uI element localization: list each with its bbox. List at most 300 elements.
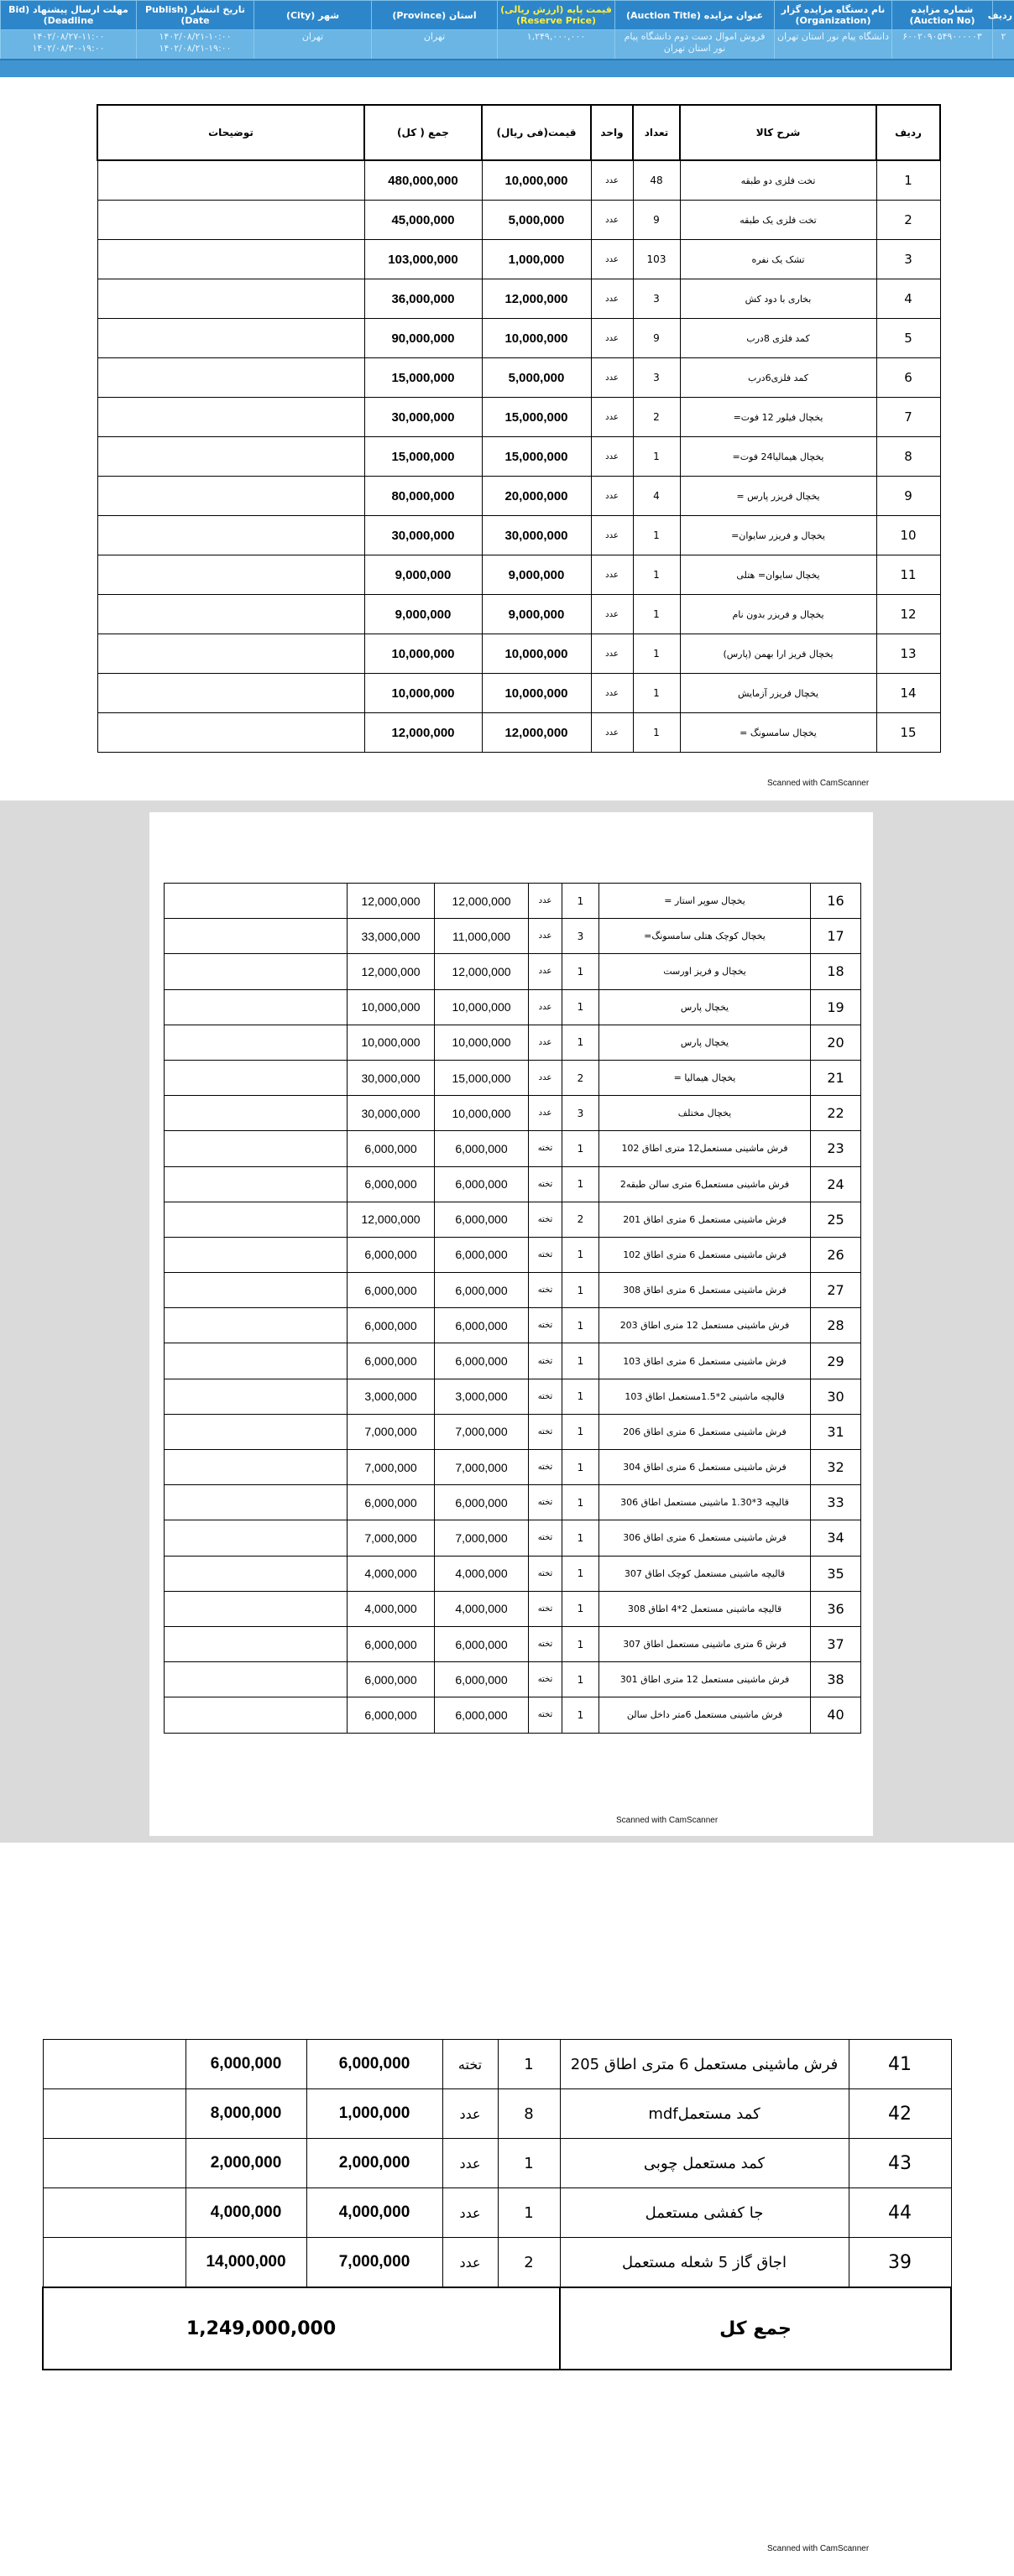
col-publish-date: تاریخ انتشار (Publish Date) — [137, 1, 254, 30]
row-quantity: 3 — [562, 919, 599, 954]
row-quantity: 3 — [562, 1096, 599, 1131]
row-unit-price: 4,000,000 — [435, 1556, 529, 1591]
row-index: 36 — [811, 1591, 861, 1626]
row-unit: عدد — [529, 954, 562, 989]
row-unit-price: 6,000,000 — [435, 1697, 529, 1733]
row-unit: عدد — [442, 2139, 498, 2188]
table-row — [165, 1343, 861, 1379]
row-notes — [165, 1166, 348, 1202]
row-unit: تخته — [529, 1131, 562, 1166]
row-unit: تخته — [529, 1379, 562, 1414]
row-index: 3 — [876, 240, 940, 279]
table-row — [165, 1697, 861, 1733]
scanned-page-3 — [0, 1843, 1014, 2576]
row-notes — [165, 1343, 348, 1379]
row-notes — [165, 1379, 348, 1414]
row-unit-price: 6,000,000 — [435, 1308, 529, 1343]
row-description: فرش ماشینی مستعمل 6 متری اطاق 308 — [599, 1273, 811, 1308]
row-description: فرش ماشینی مستعمل12 متری اطاق 102 — [599, 1131, 811, 1166]
row-total: 6,000,000 — [348, 1131, 435, 1166]
row-total: 6,000,000 — [348, 1237, 435, 1272]
row-quantity: 1 — [498, 2188, 560, 2238]
table-row — [165, 1237, 861, 1272]
row-description: قالیچه ماشینی 2*1.5مستعمل اطاق 103 — [599, 1379, 811, 1414]
row-quantity: 9 — [633, 201, 680, 240]
row-notes — [97, 398, 364, 437]
row-total: 12,000,000 — [348, 1202, 435, 1237]
row-index: 31 — [811, 1414, 861, 1449]
row-quantity: 1 — [562, 1308, 599, 1343]
table-row — [165, 884, 861, 919]
row-quantity: 1 — [633, 595, 680, 634]
auction-organization: دانشگاه پیام نور استان تهران — [775, 30, 892, 61]
row-unit-price: 5,000,000 — [482, 358, 591, 398]
table-row — [165, 1308, 861, 1343]
scan-watermark: Scanned with CamScanner — [767, 2544, 870, 2553]
row-unit-price: 5,000,000 — [482, 201, 591, 240]
row-quantity: 1 — [562, 1025, 599, 1060]
row-total: 10,000,000 — [348, 1025, 435, 1060]
row-description: فرش ماشینی مستعمل 6 متری اطاق 201 — [599, 1202, 811, 1237]
row-unit-price: 4,000,000 — [306, 2188, 442, 2238]
row-total: 6,000,000 — [348, 1626, 435, 1661]
row-description: جا کفشی مستعمل — [560, 2188, 849, 2238]
row-unit: عدد — [529, 919, 562, 954]
row-unit-price: 7,000,000 — [435, 1414, 529, 1449]
row-unit-price: 30,000,000 — [482, 516, 591, 555]
row-description: کمد مستعمل چوبی — [560, 2139, 849, 2188]
col-organization: نام دستگاه مزایده گزار (Organization) — [775, 1, 892, 30]
row-notes — [165, 1237, 348, 1272]
row-quantity: 1 — [633, 634, 680, 674]
row-index: 30 — [811, 1379, 861, 1414]
auction-title[interactable]: فروش اموال دست دوم دانشگاه پیام نور استان تهران — [615, 30, 775, 61]
row-unit: عدد — [591, 240, 633, 279]
row-notes — [97, 358, 364, 398]
table-row — [97, 595, 940, 634]
row-description: فرش ماشینی مستعمل 6متر داخل سالن — [599, 1697, 811, 1733]
row-notes — [165, 1202, 348, 1237]
row-total: 4,000,000 — [348, 1556, 435, 1591]
row-unit-price: 15,000,000 — [482, 398, 591, 437]
row-total: 14,000,000 — [186, 2238, 306, 2288]
row-index: 27 — [811, 1273, 861, 1308]
row-notes — [165, 1697, 348, 1733]
row-unit: عدد — [591, 516, 633, 555]
table-row — [165, 1166, 861, 1202]
row-unit-price: 9,000,000 — [482, 595, 591, 634]
row-unit: عدد — [442, 2188, 498, 2238]
table-row — [165, 1485, 861, 1520]
row-description: یخچال فیلور 12 فوت= — [680, 398, 876, 437]
table-row — [97, 319, 940, 358]
row-notes — [165, 1025, 348, 1060]
row-unit-price: 15,000,000 — [482, 437, 591, 477]
row-index: 16 — [811, 884, 861, 919]
auction-province: تهران — [372, 30, 498, 61]
row-unit-price: 4,000,000 — [435, 1591, 529, 1626]
row-index: 2 — [876, 201, 940, 240]
row-description: یخچال سامسونگ = — [680, 713, 876, 753]
row-total: 15,000,000 — [364, 358, 482, 398]
row-notes — [97, 555, 364, 595]
row-index: 24 — [811, 1166, 861, 1202]
row-unit: عدد — [591, 201, 633, 240]
row-unit: عدد — [591, 634, 633, 674]
items-table-page-2 — [164, 883, 861, 1734]
col-province: استان (Province) — [372, 1, 498, 30]
row-quantity: 1 — [562, 1591, 599, 1626]
row-index: 6 — [876, 358, 940, 398]
row-quantity: 9 — [633, 319, 680, 358]
row-unit: تخته — [529, 1556, 562, 1591]
row-quantity: 1 — [562, 1237, 599, 1272]
row-notes — [165, 919, 348, 954]
row-description: یخچال فریزر آزمایش — [680, 674, 876, 713]
table-row — [165, 1450, 861, 1485]
grand-total-label: جمع کل — [560, 2287, 951, 2370]
row-total: 3,000,000 — [348, 1379, 435, 1414]
scan-watermark: Scanned with CamScanner — [767, 779, 870, 788]
row-unit-price: 6,000,000 — [435, 1166, 529, 1202]
row-quantity: 8 — [498, 2089, 560, 2139]
row-notes — [97, 319, 364, 358]
row-total: 33,000,000 — [348, 919, 435, 954]
row-quantity: 1 — [633, 555, 680, 595]
row-quantity: 1 — [633, 437, 680, 477]
row-notes — [97, 279, 364, 319]
row-unit: عدد — [529, 989, 562, 1025]
row-notes — [165, 1060, 348, 1095]
row-index: 26 — [811, 1237, 861, 1272]
row-total: 15,000,000 — [364, 437, 482, 477]
row-description: تخت فلزی دو طبقه — [680, 160, 876, 201]
row-notes — [97, 674, 364, 713]
row-index: 21 — [811, 1060, 861, 1095]
row-description: قالیچه ماشینی مستعمل 2*4 اطاق 308 — [599, 1591, 811, 1626]
row-quantity: 2 — [562, 1202, 599, 1237]
header-description: شرح کالا — [680, 105, 876, 160]
row-quantity: 1 — [498, 2040, 560, 2089]
row-quantity: 48 — [633, 160, 680, 201]
table-row — [97, 516, 940, 555]
header-quantity: تعداد — [633, 105, 680, 160]
row-unit: عدد — [591, 398, 633, 437]
header-band — [0, 59, 1014, 77]
row-index: 32 — [811, 1450, 861, 1485]
row-unit: عدد — [591, 595, 633, 634]
row-unit-price: 11,000,000 — [435, 919, 529, 954]
row-total: 4,000,000 — [186, 2188, 306, 2238]
row-index: 13 — [876, 634, 940, 674]
row-total: 2,000,000 — [186, 2139, 306, 2188]
row-unit: عدد — [529, 1025, 562, 1060]
row-description: قالیچه ماشینی مستعمل کوچک اطاق 307 — [599, 1556, 811, 1591]
row-total: 6,000,000 — [348, 1662, 435, 1697]
header-notes: توضیحات — [97, 105, 364, 160]
row-unit: تخته — [529, 1343, 562, 1379]
row-total: 12,000,000 — [348, 884, 435, 919]
row-quantity: 1 — [562, 1343, 599, 1379]
auction-row[interactable] — [1, 30, 1014, 61]
row-index: 33 — [811, 1485, 861, 1520]
row-quantity: 1 — [562, 1556, 599, 1591]
row-index: 39 — [849, 2238, 951, 2288]
items-table-page-1 — [97, 104, 941, 753]
row-description: فرش ماشینی مستعمل6 متری سالن طبقه2 — [599, 1166, 811, 1202]
row-index: 42 — [849, 2089, 951, 2139]
table-row — [165, 1626, 861, 1661]
row-unit-price: 2,000,000 — [306, 2139, 442, 2188]
row-description: فرش ماشینی مستعمل 6 متری اطاق 304 — [599, 1450, 811, 1485]
row-index: 7 — [876, 398, 940, 437]
row-unit: تخته — [529, 1520, 562, 1556]
row-unit-price: 12,000,000 — [482, 713, 591, 753]
row-description: فرش ماشینی مستعمل 12 متری اطاق 301 — [599, 1662, 811, 1697]
row-notes — [97, 595, 364, 634]
row-notes — [97, 437, 364, 477]
row-total: 30,000,000 — [364, 516, 482, 555]
row-unit: تخته — [529, 1591, 562, 1626]
row-total: 12,000,000 — [348, 954, 435, 989]
row-notes — [97, 240, 364, 279]
row-notes — [97, 201, 364, 240]
row-total: 6,000,000 — [348, 1273, 435, 1308]
row-index: 41 — [849, 2040, 951, 2089]
row-notes — [43, 2040, 186, 2089]
row-index: 5 — [876, 319, 940, 358]
auction-header-table — [0, 0, 1014, 61]
row-unit: تخته — [529, 1273, 562, 1308]
row-unit-price: 3,000,000 — [435, 1379, 529, 1414]
row-unit: تخته — [529, 1202, 562, 1237]
row-unit-price: 12,000,000 — [435, 954, 529, 989]
row-notes — [165, 1520, 348, 1556]
row-description: تخت فلزی یک طبقه — [680, 201, 876, 240]
row-description: فرش ماشینی مستعمل 6 متری اطاق 205 — [560, 2040, 849, 2089]
row-quantity: 3 — [633, 279, 680, 319]
row-unit-price: 15,000,000 — [435, 1060, 529, 1095]
col-auction-no: شماره مزایده (Auction No) — [892, 1, 993, 30]
row-unit: عدد — [591, 279, 633, 319]
grand-total-row — [43, 2287, 951, 2370]
row-notes — [165, 1131, 348, 1166]
col-title: عنوان مزایده (Auction Title) — [615, 1, 775, 30]
row-index: 44 — [849, 2188, 951, 2238]
row-total: 10,000,000 — [364, 634, 482, 674]
row-unit-price: 6,000,000 — [435, 1343, 529, 1379]
row-index: 17 — [811, 919, 861, 954]
table-row — [165, 1131, 861, 1166]
row-index: 15 — [876, 713, 940, 753]
row-unit: تخته — [529, 1485, 562, 1520]
row-description: فرش ماشینی مستعمل 6 متری اطاق 306 — [599, 1520, 811, 1556]
grand-total-value: 1,249,000,000 — [43, 2287, 560, 2370]
header-total: جمع ( کل) — [364, 105, 482, 160]
row-description: فرش ماشینی مستعمل 6 متری اطاق 103 — [599, 1343, 811, 1379]
table-row — [43, 2089, 951, 2139]
table-row — [165, 1379, 861, 1414]
row-total: 30,000,000 — [348, 1096, 435, 1131]
row-unit: عدد — [591, 358, 633, 398]
row-index: 18 — [811, 954, 861, 989]
row-unit-price: 1,000,000 — [306, 2089, 442, 2139]
table-row — [97, 555, 940, 595]
row-unit-price: 7,000,000 — [435, 1450, 529, 1485]
row-total: 7,000,000 — [348, 1450, 435, 1485]
row-quantity: 1 — [562, 1273, 599, 1308]
row-total: 480,000,000 — [364, 160, 482, 201]
row-description: یخچال کوچک هتلی سامسونگ= — [599, 919, 811, 954]
row-quantity: 1 — [562, 1131, 599, 1166]
row-quantity: 1 — [633, 674, 680, 713]
row-notes — [97, 160, 364, 201]
row-description: فرش ماشینی مستعمل 6 متری اطاق 206 — [599, 1414, 811, 1449]
row-index: 37 — [811, 1626, 861, 1661]
row-unit: عدد — [591, 319, 633, 358]
auction-city: تهران — [254, 30, 372, 61]
row-description: کمد فلزی6درب — [680, 358, 876, 398]
row-quantity: 1 — [562, 884, 599, 919]
row-notes — [97, 516, 364, 555]
row-quantity: 1 — [633, 713, 680, 753]
header-unit-price: قیمت(فی ریال) — [482, 105, 591, 160]
table-row — [43, 2040, 951, 2089]
row-total: 30,000,000 — [364, 398, 482, 437]
table-row — [97, 358, 940, 398]
row-description: فرش ماشینی مستعمل 12 متری اطاق 203 — [599, 1308, 811, 1343]
table-row — [97, 713, 940, 753]
row-unit-price: 7,000,000 — [435, 1520, 529, 1556]
table-row — [97, 437, 940, 477]
row-total: 6,000,000 — [348, 1166, 435, 1202]
row-description: کمد مستعملmdf — [560, 2089, 849, 2139]
table-row — [165, 1025, 861, 1060]
auction-publish-date: ۱۴۰۲/۰۸/۲۱-۱۰:۰۰ ۱۴۰۲/۰۸/۲۱-۱۹:۰۰ — [137, 30, 254, 61]
row-description: بخاری با دود کش — [680, 279, 876, 319]
row-total: 45,000,000 — [364, 201, 482, 240]
row-unit: عدد — [591, 674, 633, 713]
row-notes — [165, 1556, 348, 1591]
row-notes — [165, 1450, 348, 1485]
table-row — [97, 160, 940, 201]
row-unit: تخته — [529, 1308, 562, 1343]
table-row — [43, 2139, 951, 2188]
col-index: ردیف — [993, 1, 1014, 30]
row-total: 8,000,000 — [186, 2089, 306, 2139]
row-quantity: 2 — [498, 2238, 560, 2288]
scan-watermark: Scanned with CamScanner — [616, 1816, 719, 1825]
row-description: تشک یک نفره — [680, 240, 876, 279]
table-row — [165, 989, 861, 1025]
row-unit: عدد — [529, 1096, 562, 1131]
row-unit: تخته — [529, 1626, 562, 1661]
row-unit-price: 10,000,000 — [482, 160, 591, 201]
row-index: 1 — [876, 160, 940, 201]
row-description: اجاق گاز 5 شعله مستعمل — [560, 2238, 849, 2288]
row-notes — [165, 1414, 348, 1449]
auction-header — [0, 0, 1014, 77]
row-unit: عدد — [591, 477, 633, 516]
table-row — [97, 279, 940, 319]
row-index: 11 — [876, 555, 940, 595]
row-unit-price: 10,000,000 — [482, 634, 591, 674]
row-quantity: 1 — [562, 954, 599, 989]
row-total: 7,000,000 — [348, 1520, 435, 1556]
row-notes — [43, 2089, 186, 2139]
row-total: 7,000,000 — [348, 1414, 435, 1449]
row-notes — [97, 477, 364, 516]
row-unit-price: 9,000,000 — [482, 555, 591, 595]
row-unit-price: 10,000,000 — [482, 674, 591, 713]
row-quantity: 2 — [562, 1060, 599, 1095]
row-unit: عدد — [591, 555, 633, 595]
auction-price: ۱,۲۴۹,۰۰۰,۰۰۰ — [498, 30, 615, 61]
row-description: فرش 6 متری ماشینی مستعمل اطاق 307 — [599, 1626, 811, 1661]
row-unit-price: 6,000,000 — [435, 1626, 529, 1661]
row-description: یخچال سایوان= هتلی — [680, 555, 876, 595]
row-index: 35 — [811, 1556, 861, 1591]
row-unit: عدد — [591, 160, 633, 201]
row-unit-price: 20,000,000 — [482, 477, 591, 516]
row-notes — [165, 1273, 348, 1308]
row-quantity: 1 — [562, 1626, 599, 1661]
row-unit: تخته — [442, 2040, 498, 2089]
row-unit-price: 6,000,000 — [435, 1485, 529, 1520]
row-total: 9,000,000 — [364, 555, 482, 595]
row-index: 38 — [811, 1662, 861, 1697]
row-unit-price: 6,000,000 — [435, 1237, 529, 1272]
table-row — [165, 1060, 861, 1095]
row-notes — [165, 1591, 348, 1626]
row-index: 14 — [876, 674, 940, 713]
row-description: یخچال پارس — [599, 989, 811, 1025]
row-notes — [97, 634, 364, 674]
row-description: یخچال مختلف — [599, 1096, 811, 1131]
row-description: یخچال و فریزر سایوان= — [680, 516, 876, 555]
row-index: 19 — [811, 989, 861, 1025]
row-quantity: 1 — [562, 1379, 599, 1414]
table-row — [165, 1520, 861, 1556]
row-notes — [165, 1485, 348, 1520]
row-notes — [165, 954, 348, 989]
row-index: 25 — [811, 1202, 861, 1237]
table-row — [97, 477, 940, 516]
row-index: 23 — [811, 1131, 861, 1166]
row-description: یخچال هیمالیا = — [599, 1060, 811, 1095]
col-bid-deadline: مهلت ارسال پیشنهاد (Bid Deadline) — [1, 1, 137, 30]
row-index: 29 — [811, 1343, 861, 1379]
row-total: 80,000,000 — [364, 477, 482, 516]
row-total: 4,000,000 — [348, 1591, 435, 1626]
row-unit-price: 10,000,000 — [435, 1096, 529, 1131]
row-description: یخچال پارس — [599, 1025, 811, 1060]
table-row — [165, 919, 861, 954]
row-quantity: 1 — [562, 1662, 599, 1697]
row-unit-price: 10,000,000 — [482, 319, 591, 358]
row-index: 8 — [876, 437, 940, 477]
row-index: 4 — [876, 279, 940, 319]
table-row — [97, 240, 940, 279]
col-city: شهر (City) — [254, 1, 372, 30]
row-description: قالیچه 3*1.30 ماشینی مستعمل اطاق 306 — [599, 1485, 811, 1520]
row-quantity: 1 — [562, 1520, 599, 1556]
auction-number[interactable]: ۶۰۰۲۰۹۰۵۴۹۰۰۰۰۰۳ — [892, 30, 993, 61]
row-unit-price: 12,000,000 — [482, 279, 591, 319]
row-total: 12,000,000 — [364, 713, 482, 753]
row-unit: عدد — [442, 2089, 498, 2139]
row-index: 22 — [811, 1096, 861, 1131]
